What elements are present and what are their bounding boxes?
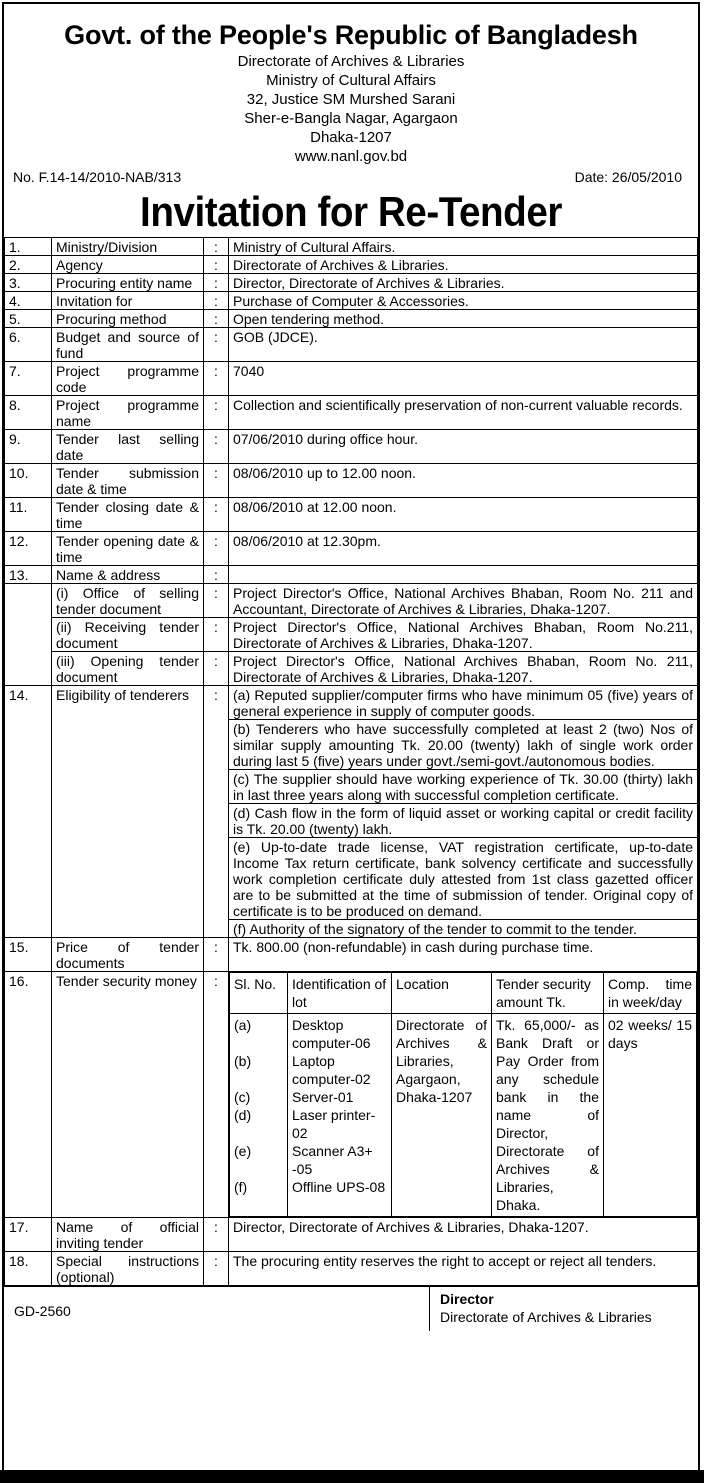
row-number: 12. [5,532,52,566]
page-title: Invitation for Re-Tender [140,188,562,235]
lot-name: Server-01 [292,1089,354,1105]
colon: : [204,972,229,1218]
row-label: Eligibility of tenderers [52,686,204,938]
lot-sl: (a) [234,1017,252,1033]
row-value: Collection and scientifically preservation of non-current valuable records. [229,396,698,430]
table-row [5,686,698,720]
row-number: 1. [5,238,52,256]
notice-date: Date: 26/05/2010 [574,169,682,185]
header-lot: Identification of lot [288,973,392,1014]
table-row [5,310,698,328]
table-row [5,1252,698,1286]
table-row [5,584,698,618]
table-row [5,362,698,396]
colon: : [204,1218,229,1252]
tender-notice [2,2,700,1478]
lot-sl: (e) [234,1143,252,1159]
row-value: 08/06/2010 up to 12.00 noon. [229,464,698,498]
row-number: 18. [5,1252,52,1286]
table-row [5,256,698,274]
reference-number: No. F.14-14/2010-NAB/313 [13,169,182,185]
table-row [5,972,698,1218]
colon: : [204,464,229,498]
table-row [5,652,698,686]
colon: : [204,310,229,328]
footer [4,1286,698,1331]
row-value: 07/06/2010 during office hour. [229,430,698,464]
table-row [5,430,698,464]
table-row [5,328,698,362]
table-row [5,238,698,256]
colon: : [204,362,229,396]
lot-names [288,1014,392,1217]
row-label: (i) Office of selling tender document [52,584,204,618]
row-label: Budget and source of fund [52,328,204,362]
colon: : [204,292,229,310]
lot-sl: (c) [234,1089,251,1105]
row-value: 08/06/2010 at 12.00 noon. [229,498,698,532]
address-line: Directorate of Archives & Libraries [237,53,465,70]
lot-sl: (b) [234,1053,252,1069]
colon: : [204,652,229,686]
lot-name: Laser printer-02 [292,1107,376,1141]
row-label: Tender submission date & time [52,464,204,498]
signatory-title: Director [440,1291,494,1307]
row-number: 13. [5,566,52,584]
address-line: Dhaka-1207 [310,129,392,146]
eligibility-item: (a) Reputed supplier/computer firms who have minimum 05 (five) years of general experience in supply of computer goods. [229,686,698,720]
website: www.nanl.gov.bd [294,148,408,165]
table-row [5,566,698,584]
row-value: 7040 [229,362,698,396]
colon: : [204,396,229,430]
address-line: 32, Justice SM Murshed Sarani [246,91,456,108]
table-row [5,1218,698,1252]
row-value: Purchase of Computer & Accessories. [229,292,698,310]
row-label: Tender opening date & time [52,532,204,566]
row-label: Price of tender documents [52,938,204,972]
reference-row [4,165,698,187]
header-time: Comp. time in week/day [604,973,697,1014]
eligibility-item: (e) Up-to-date trade license, VAT registration certificate, up-to-date Income Tax return certificate, bank solvency certificate and successfully work completion certificate duly attested from 1st class gazetted officer are to be submitted at the time of submission of tender. Original copy of certificate is to be produced on demand. [229,838,698,920]
row-label: (iii) Opening tender document [52,652,204,686]
completion-time: 02 weeks/ 15 days [604,1014,697,1217]
row-number: 10. [5,464,52,498]
eligibility-item: (d) Cash flow in the form of liquid asset or working capital or credit facility is Tk. 20.00 (twenty) lakh. [229,804,698,838]
colon: : [204,618,229,652]
row-number: 9. [5,430,52,464]
row-value: GOB (JDCE). [229,328,698,362]
row-number: 8. [5,396,52,430]
row-number: 14. [5,686,52,938]
eligibility-item: (f) Authority of the signatory of the tender to commit to the tender. [229,920,698,938]
table-row [5,274,698,292]
row-value: Ministry of Cultural Affairs. [229,238,698,256]
lot-name: Laptop computer-02 [292,1053,371,1087]
row-value: Director, Directorate of Archives & Libraries, Dhaka-1207. [229,1218,698,1252]
table-row [5,532,698,566]
row-number: 15. [5,938,52,972]
row-number: 4. [5,292,52,310]
colon: : [204,256,229,274]
colon: : [204,498,229,532]
header-sl: Sl. No. [230,973,288,1014]
table-row [5,292,698,310]
row-value: Directorate of Archives & Libraries. [229,256,698,274]
row-number: 16. [5,972,52,1218]
colon: : [204,430,229,464]
lots-body-row [230,1014,697,1217]
table-row [5,618,698,652]
address-line: Sher-e-Bangla Nagar, Agargaon [244,110,458,127]
bottom-border-bar [0,1470,704,1483]
header-location: Location [392,973,492,1014]
row-label: Procuring entity name [52,274,204,292]
colon: : [204,532,229,566]
address-line: Ministry of Cultural Affairs [266,72,436,89]
row-label: Project programme code [52,362,204,396]
lot-sl: (d) [234,1107,252,1123]
gd-code: GD-2560 [14,1303,71,1319]
row-value: Project Director's Office, National Archives Bhaban, Room No. 211 and Accountant, Directorate of Archives & Libraries, Dhaka-1207. [229,584,698,618]
colon: : [204,938,229,972]
row-label: Tender security money [52,972,204,1218]
row-label: Ministry/Division [52,238,204,256]
eligibility-item: (b) Tenderers who have successfully completed at least 2 (two) Nos of similar supply amounting Tk. 20.00 (twenty) lakh of single work order during last 5 (five) years under govt./semi-govt./autonomous bodies. [229,720,698,770]
row-label: (ii) Receiving tender document [52,618,204,652]
lot-name: Scanner A3+ -05 [292,1143,373,1177]
lot-name: Desktop computer-06 [292,1017,371,1051]
row-number: 3. [5,274,52,292]
colon: : [204,328,229,362]
row-value: Director, Directorate of Archives & Libraries. [229,274,698,292]
row-value: Open tendering method. [229,310,698,328]
row-label: Name & address [52,566,204,584]
row-number: 17. [5,1218,52,1252]
lot-name: Offline UPS-08 [292,1179,386,1195]
colon: : [204,238,229,256]
table-row [5,464,698,498]
row-number: 2. [5,256,52,274]
eligibility-item: (c) The supplier should have working experience of Tk. 30.00 (thirty) lakh in last three years along with successful completion certificate. [229,770,698,804]
row-label: Tender closing date & time [52,498,204,532]
row-label: Procuring method [52,310,204,328]
row-label: Special instructions (optional) [52,1252,204,1286]
row-label: Project programme name [52,396,204,430]
security-amount: Tk. 65,000/- as Bank Draft or Pay Order from any schedule bank in the name of Director, Directorate of Archives & Libraries, Dhaka. [492,1014,604,1217]
lot-location: Directorate of Archives & Libraries, Agargaon, Dhaka-1207 [392,1014,492,1217]
table-row [5,396,698,430]
signature-block [429,1287,652,1331]
lot-serials [230,1014,288,1217]
row-label: Tender last selling date [52,430,204,464]
signatory-organization: Directorate of Archives & Libraries [440,1309,652,1325]
row-label: Agency [52,256,204,274]
row-number: 6. [5,328,52,362]
lots-header-row [230,973,697,1014]
row-number: 11. [5,498,52,532]
row-value: Project Director's Office, National Archives Bhaban, Room No. 211, Directorate of Archives & Libraries, Dhaka-1207. [229,652,698,686]
government-name: Govt. of the People's Republic of Bangladesh [64,20,638,50]
colon: : [204,584,229,618]
row-number: 5. [5,310,52,328]
row-value: Tk. 800.00 (non-refundable) in cash during purchase time. [229,938,698,972]
row-label: Name of official inviting tender [52,1218,204,1252]
colon: : [204,566,229,584]
tender-security-table [229,972,697,1217]
colon: : [204,686,229,938]
header-amount: Tender security amount Tk. [492,973,604,1014]
table-row [5,938,698,972]
row-value: Project Director's Office, National Archives Bhaban, Room No.211, Directorate of Archives & Libraries, Dhaka-1207. [229,618,698,652]
lot-sl: (f) [234,1179,248,1195]
colon: : [204,274,229,292]
row-label: Invitation for [52,292,204,310]
row-value: The procuring entity reserves the right to accept or reject all tenders. [229,1252,698,1286]
colon: : [204,1252,229,1286]
table-row [5,498,698,532]
letterhead [4,18,698,166]
row-value: 08/06/2010 at 12.30pm. [229,532,698,566]
row-number: 7. [5,362,52,396]
tender-table [4,237,698,1286]
